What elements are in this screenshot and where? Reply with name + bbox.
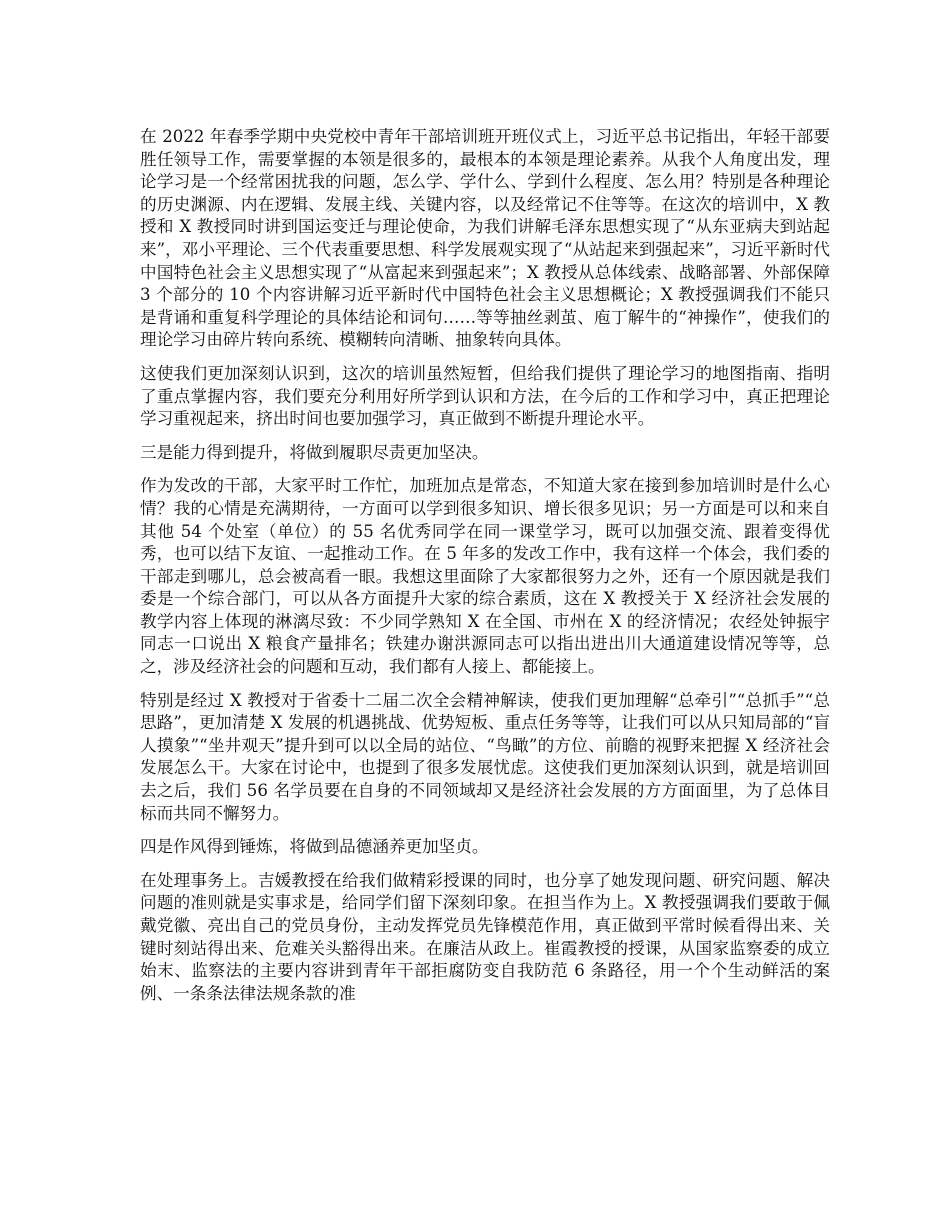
paragraph-conduct-details: 在处理事务上。吉媛教授在给我们做精彩授课的同时，也分享了她发现问题、研究问题、解决问题的准则就是实事求是，给同学们留下深刻印象。在担当作为上。X 教授强调我们要敢于佩戴党徽、亮出自己的党员身份，主动发挥党员先锋模范作用，真正做到平常时候看得出来、关键时刻站得出来、危难关头豁得出来。在廉洁从政上。崔霞教授的授课，从国家监察委的成立始末、监察法的主要内容讲到青年干部拒腐防变自我防范 6 条路径，用一个个生动鲜活的案例、一条条法律法规条款的准 (140, 870, 830, 1003)
paragraph-theory-study: 在 2022 年春季学期中央党校中青年干部培训班开班仪式上，习近平总书记指出，年轻干部要胜任领导工作，需要掌握的本领是很多的，最根本的本领是理论素养。从我个人角度出发，理论学习是一个经常困扰我的问题，怎么学、学什么、学到什么程度、怎么用？特别是各种理论的历史渊源、内在逻辑、发展主线、关键内容，以及经常记不住等等。在这次的培训中，X 教授和 X 教授同时讲到国运变迁与理论使命，为我们讲解毛泽东思想实现了“从东亚病夫到站起来”，邓小平理论、三个代表重要思想、科学发展观实现了“从站起来到强起来”，习近平新时代中国特色社会主义思想实现了“从富起来到强起来”；X 教授从总体线索、战略部署、外部保障 3 个部分的 10 个内容讲解习近平新时代中国特色社会主义思想概论；X 教授强调我们不能只是背诵和重复科学理论的具体结论和词句……等等抽丝剥茧、庖丁解牛的“神操作”，使我们的理论学习由碎片转向系统、模糊转向清晰、抽象转向具体。 (140, 127, 830, 350)
paragraph-training-insight: 这使我们更加深刻认识到，这次的培训虽然短暂，但给我们提供了理论学习的地图指南、指明了重点掌握内容，我们要充分利用好所学到认识和方法，在今后的工作和学习中，真正把理论学习重视起来，挤出时间也要加强学习，真正做到不断提升理论水平。 (140, 363, 830, 429)
paragraph-plenary-interpretation: 特别是经过 X 教授对于省委十二届二次全会精神解读，使我们更加理解“总牵引”“总抓手”“总思路”，更加清楚 X 发展的机遇挑战、优势短板、重点任务等等，让我们可以从只知局部的“盲人摸象”“坐井观天”提升到可以以全局的站位、“鸟瞰”的方位、前瞻的视野来把握 X 经济社会发展怎么干。大家在讨论中，也提到了很多发展忧虑。这使我们更加深刻认识到，就是培训回去之后，我们 56 名学员要在自身的不同领域却又是经济社会发展的方方面面里，为了总体目标而共同不懈努力。 (140, 690, 830, 823)
paragraph-ndrc-work: 作为发改的干部，大家平时工作忙，加班加点是常态，不知道大家在接到参加培训时是什么心情？我的心情是充满期待，一方面可以学到很多知识、增长很多见识；另一方面是可以和来自其他 54 个处室（单位）的 55 名优秀同学在同一课堂学习，既可以加强交流、跟着变得优秀，也可以结下友谊、一起推动工作。在 5 年多的发改工作中，我有这样一个体会，我们委的干部走到哪儿，总会被高看一眼。我想这里面除了大家都很努力之外，还有一个原因就是我们委是一个综合部门，可以从各方面提升大家的综合素质，这在 X 教授关于 X 经济社会发展的教学内容上体现的淋漓尽致：不少同学熟知 X 在全国、市州在 X 的经济情况；农经处钟振宇同志一口说出 X 粮食产量排名；铁建办谢洪源同志可以指出进出川大通道建设情况等等，总之，涉及经济社会的问题和互动，我们都有人接上、都能接上。 (140, 476, 830, 677)
document-body (140, 126, 830, 1016)
section-heading-conduct: 四是作风得到锤炼，将做到品德涵养更加坚贞。 (140, 837, 489, 857)
section-heading-ability: 三是能力得到提升，将做到履职尽责更加坚决。 (140, 442, 489, 462)
